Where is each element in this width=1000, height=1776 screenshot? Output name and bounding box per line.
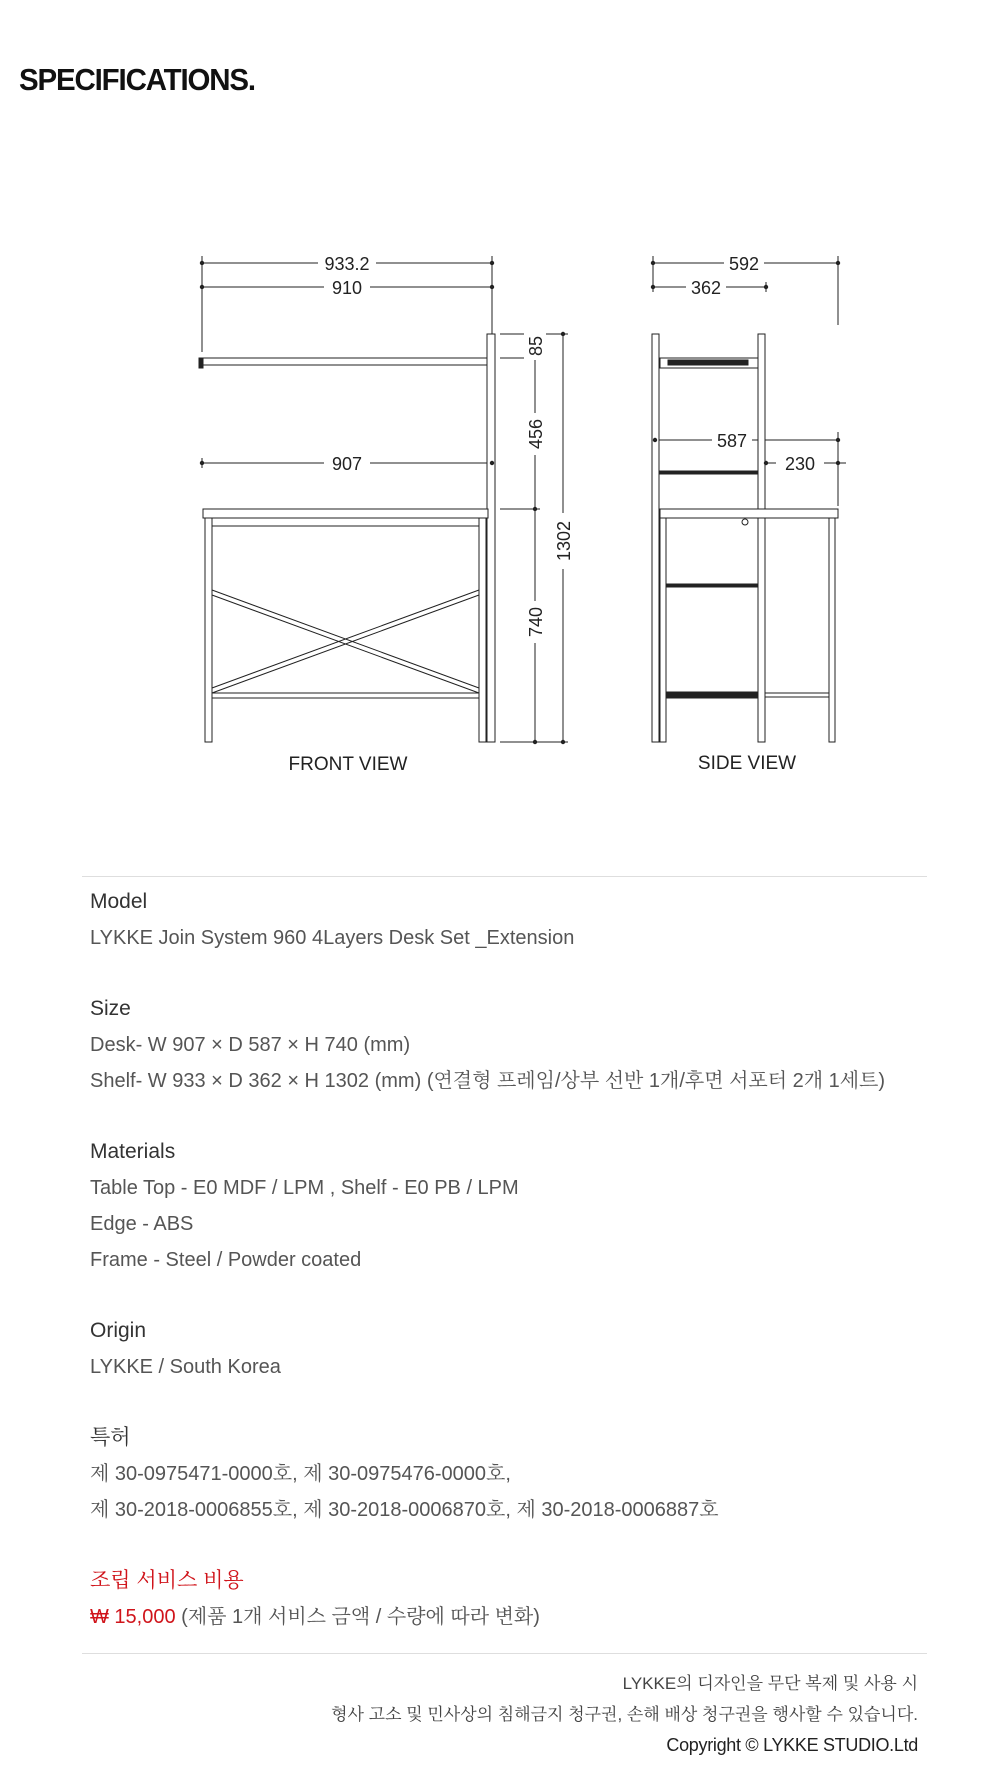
dim-shelf-width: 910 <box>331 278 363 298</box>
spec-assembly-row <box>90 1599 930 1635</box>
spec-size-shelf-note: (연결형 프레임/상부 선반 1개/후면 서포터 2개 1세트) <box>426 1070 886 1092</box>
spec-size-shelf-row <box>90 1063 930 1099</box>
spec-origin <box>90 1313 930 1385</box>
spec-model <box>90 884 930 956</box>
spec-list <box>90 884 930 1670</box>
spec-patent-line: 제 30-0975471-0000호, 제 30-0975476-0000호, <box>90 1463 511 1485</box>
spec-assembly-note: (제품 1개 서비스 금액 / 수량에 따라 변화) <box>181 1606 540 1628</box>
side-view-drawing <box>652 256 846 742</box>
spec-materials-label: Materials <box>90 1140 176 1163</box>
spec-materials-line: Edge - ABS <box>90 1213 194 1235</box>
spec-size-label: Size <box>90 997 131 1020</box>
divider-top <box>82 876 927 877</box>
spec-size <box>90 991 930 1099</box>
dim-shelf-depth: 362 <box>690 278 722 298</box>
dimension-drawing <box>0 220 1000 780</box>
spec-model-label: Model <box>90 890 148 913</box>
spec-patent <box>90 1420 930 1528</box>
side-view-label: SIDE VIEW <box>697 753 797 774</box>
footer-line2: 형사 고소 및 민사상의 침해금지 청구권, 손해 배상 청구권을 행사할 수 있습니다. <box>331 1705 918 1724</box>
spec-model-value: LYKKE Join System 960 4Layers Desk Set _Extension <box>90 927 575 949</box>
spec-assembly-price: ₩ 15,000 <box>90 1606 176 1628</box>
spec-materials <box>90 1134 930 1278</box>
front-view-label: FRONT VIEW <box>288 754 408 775</box>
spec-materials-line: Table Top - E0 MDF / LPM , Shelf - E0 PB / LPM <box>90 1177 519 1199</box>
dim-desk-extension: 230 <box>784 454 816 474</box>
spec-origin-value: LYKKE / South Korea <box>90 1356 281 1378</box>
footer-copyright: Copyright © LYKKE STUDIO.Ltd <box>666 1735 918 1755</box>
dim-overall-width: 933.2 <box>324 254 370 274</box>
dim-shelf-gap: 456 <box>526 418 546 450</box>
dim-overall-depth: 592 <box>728 254 760 274</box>
dim-shelf-offset: 85 <box>526 335 546 357</box>
spec-assembly <box>90 1563 930 1635</box>
spec-origin-label: Origin <box>90 1319 147 1342</box>
dim-total-height: 1302 <box>554 520 574 562</box>
footer-line1: LYKKE의 디자인을 무단 복제 및 사용 시 <box>622 1674 918 1693</box>
spec-size-shelf: Shelf- W 933 × D 362 × H 1302 (mm) <box>90 1070 422 1092</box>
spec-patent-label: 특허 <box>90 1426 131 1449</box>
divider-bottom <box>82 1653 927 1654</box>
page-title: SPECIFICATIONS. <box>19 62 255 97</box>
dim-desk-width: 907 <box>331 454 363 474</box>
dim-desk-height: 740 <box>526 606 546 638</box>
footer-notice <box>331 1668 918 1761</box>
spec-size-desk: Desk- W 907 × D 587 × H 740 (mm) <box>90 1034 411 1056</box>
dim-desk-depth: 587 <box>716 431 748 451</box>
spec-assembly-label: 조립 서비스 비용 <box>90 1569 244 1592</box>
spec-materials-line: Frame - Steel / Powder coated <box>90 1249 362 1271</box>
front-view-drawing <box>199 256 568 742</box>
spec-patent-line: 제 30-2018-0006855호, 제 30-2018-0006870호, 제 30-2018-0006887호 <box>90 1499 719 1521</box>
